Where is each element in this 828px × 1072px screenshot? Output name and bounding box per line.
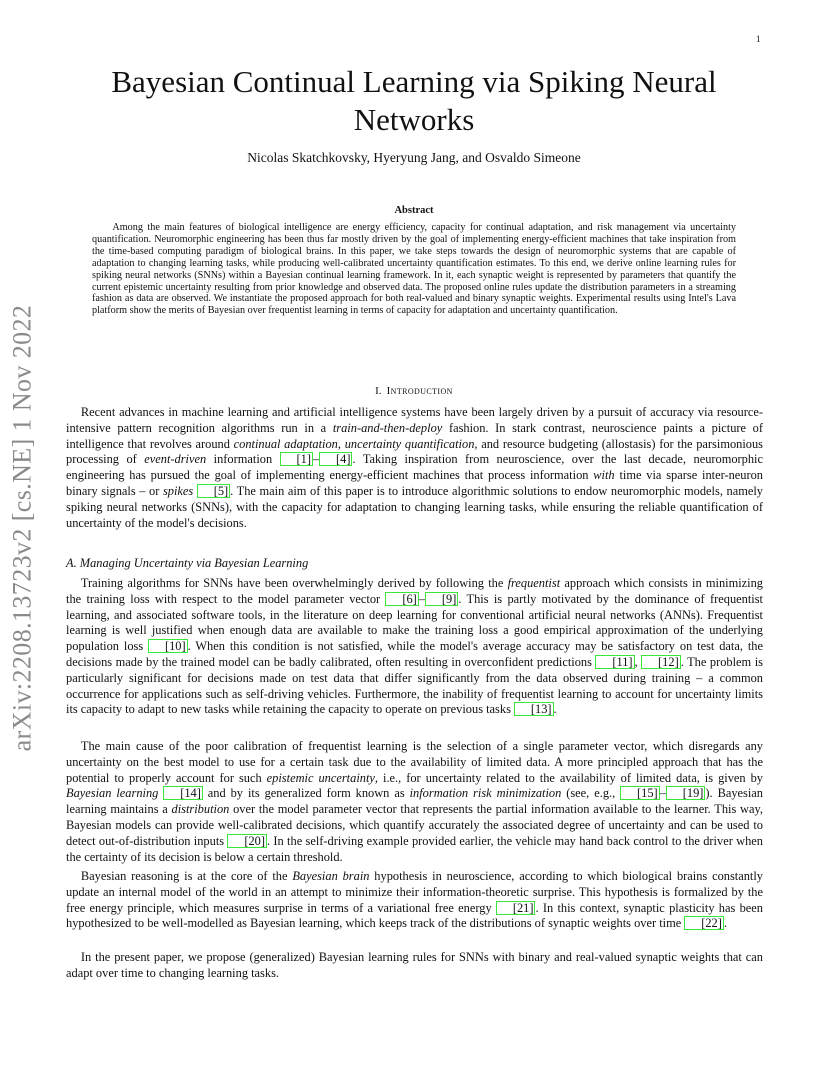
citation-link[interactable]: [6] <box>385 592 418 606</box>
text-run: ). Bayesian learning maintains a <box>66 786 764 817</box>
page-number: 1 <box>756 34 761 44</box>
citation-link[interactable]: [14] <box>163 786 203 800</box>
emphasis: continual adaptation <box>233 436 338 451</box>
citation-link[interactable]: [20] <box>227 834 267 848</box>
emphasis: event-driven <box>144 452 207 467</box>
emphasis: Bayesian learning <box>66 786 159 801</box>
body-paragraph: In the present paper, we propose (generalized) Bayesian learning rules for SNNs with binary and real-valued synaptic weights that can adapt over time to changing learning tasks. <box>66 950 763 980</box>
text-run: . <box>723 916 727 931</box>
text-run: . In the self-driving example provided earlier, the vehicle may hand back control to the driver when the certainty of its decision is below a certain threshold. <box>66 833 763 864</box>
arxiv-stamp <box>2 285 42 771</box>
citation-link[interactable]: [11] <box>595 655 634 669</box>
citation-link[interactable]: [10] <box>148 639 188 653</box>
emphasis: epistemic uncertainty <box>266 770 375 785</box>
section-heading <box>60 385 768 397</box>
text-run: . The problem is particularly significant for decisions made on test data that differ significantly from the data observed during training – a common occurrence for applications such as self-driving vehicles. Furthermore, the inability of frequentist learning to account for uncertainty limits its capacity to adapt to new tasks while retaining the capacity to operate on previous tasks <box>66 654 763 717</box>
body-paragraph <box>66 576 763 718</box>
emphasis: Bayesian brain <box>292 869 370 883</box>
text-run: . The main aim of this paper is to introduce algorithmic solutions to endow neuromorphic models, namely spiking neural networks (SNNs), with the capacity for adaptation to changing learning tasks, while ensuring the reliable quantification of uncertainty of the model's decisions. <box>66 483 763 530</box>
citation-link[interactable]: [22] <box>684 916 724 930</box>
text-run: . Taking inspiration from neuroscience, over the last decade, neuromorphic engineering has pursued the goal of implementing energy-efficient machines that process information <box>66 452 764 483</box>
text-run: . <box>553 702 557 717</box>
emphasis: information risk minimization <box>409 786 562 801</box>
text-run: . When this condition is not satisfied, while the model's average accuracy may be satisfactory on test data, the decisions made by the trained model can be badly calibrated, often resulting in overconfident predictions <box>66 639 763 669</box>
text-run: , and resource budgeting (allostasis) for the parsimonious processing of <box>66 436 764 467</box>
emphasis: spikes <box>162 483 194 498</box>
text-run: fashion. In stark contrast, neuroscience paints a picture of intelligence that revolves around <box>66 420 764 451</box>
emphasis: distribution <box>171 802 230 817</box>
text-run: Recent advances in machine learning and artificial intelligence systems have been largely driven by a pursuit of accuracy via resource-intensive pattern recognition algorithms run in a <box>66 405 763 435</box>
citation-link[interactable]: [13] <box>514 702 554 716</box>
text-run: hypothesis in neuroscience, according to which biological brains constantly update an internal model of the world in an attempt to minimize their information-theoretic surprise. This hypothesis is formalized by the free energy principle, which measures surprise in terms of a variational free energy <box>66 869 763 915</box>
emphasis: frequentist <box>507 576 561 590</box>
citation-link[interactable]: [9] <box>425 592 458 606</box>
intro-paragraph <box>66 405 763 531</box>
emphasis: train-and-then-deploy <box>332 420 443 435</box>
text-run: . In this context, synaptic plasticity has been hypothesized to be well-modelled as Bayesian learning, which keeps track of the distributions of synaptic weights over time <box>66 900 763 931</box>
arxiv-stamp-text: arXiv:2208.13723v2 [cs.NE] 1 Nov 2022 <box>7 304 37 752</box>
text-run: – <box>418 591 425 606</box>
section-number: I. <box>375 385 382 397</box>
body-paragraph <box>66 739 763 865</box>
text-run: – <box>659 786 666 801</box>
text-run: Bayesian reasoning is at the core of the <box>80 869 293 883</box>
author-list: Nicolas Skatchkovsky, Hyeryung Jang, and Osvaldo Simeone <box>247 150 581 165</box>
text-run: (see, e.g., <box>561 786 621 801</box>
citation-link[interactable]: [4] <box>319 452 352 466</box>
text-run: time via sparse inter-neuron binary signals – or <box>66 468 763 498</box>
section-title: Introduction <box>386 385 453 397</box>
citation-link[interactable]: [21] <box>496 901 536 915</box>
text-run: and by its generalized form known as <box>202 786 410 801</box>
abstract-heading: Abstract <box>394 205 434 216</box>
text-run: – <box>312 452 320 467</box>
text-run: information <box>206 452 280 467</box>
text-run: approach which consists in minimizing the training loss with respect to the model parameter vector <box>66 576 764 606</box>
text-run: The main cause of the poor calibration of frequentist learning is the selection of a single parameter vector, which disregards any uncertainty on the best model to use for a certain task due to the availability of limited data. A more principled approach that has the potential to properly account for such <box>66 739 763 785</box>
text-run: . This is partly motivated by the dominance of frequentist learning, and associated software tools, in the literature on deep learning for conventional artificial neural networks (ANNs). Frequentist learning is well justified when enough data are available to make the training loss a good empirical approximation of the underlying population loss <box>66 591 763 654</box>
citation-link[interactable]: [19] <box>666 786 706 800</box>
abstract-text: Among the main features of biological intelligence are energy efficiency, capacity for continual adaptation, and risk management via uncertainty quantification. Neuromorphic engineering has been thus far mostly driven by the goal of implementing energy-efficient machines that take inspiration from the time-based computing paradigm of biological brains. In this paper, we take steps towards the design of neuromorphic systems that are capable of adaptation to changing learning tasks, while producing well-calibrated uncertainty quantification estimates. To this end, we derive online learning rules for spiking neural networks (SNNs) within a Bayesian continual learning framework. In it, each synaptic weight is represented by parameters that quantify the current epistemic uncertainty resulting from prior knowledge and observed data. The proposed online rules update the distribution parameters in a streaming fashion as data are observed. We instantiate the proposed approach for both real-valued and binary synaptic weights. Experimental results using Intel's Lava platform show the merits of Bayesian over frequentist learning in terms of capacity for adaptation and uncertainty quantification. <box>92 222 736 317</box>
citation-link[interactable]: [12] <box>641 655 681 669</box>
text-run: , <box>634 654 642 669</box>
subsection-heading: A. Managing Uncertainty via Bayesian Learning <box>66 556 309 570</box>
text-run: , i.e., for uncertainty related to the availability of limited data, is given by <box>374 770 763 785</box>
text-run: Training algorithms for SNNs have been overwhelmingly derived by following the <box>80 576 508 590</box>
citation-link[interactable]: [1] <box>280 452 313 466</box>
citation-link[interactable]: [15] <box>620 786 660 800</box>
paper-title: Bayesian Continual Learning via Spiking Neural Networks <box>111 64 717 137</box>
text-run: , <box>337 436 345 451</box>
body-paragraph <box>66 869 763 932</box>
text-run: over the model parameter vector that represents the partial information available to the learner. This way, Bayesian models can provide well-calibrated decisions, which quantify accurately the associated degree of uncertainty and can be used to detect out-of-distribution inputs <box>66 802 763 848</box>
emphasis: with <box>593 468 615 483</box>
citation-link[interactable]: [5] <box>197 484 230 498</box>
emphasis: uncertainty quantification <box>344 436 475 451</box>
